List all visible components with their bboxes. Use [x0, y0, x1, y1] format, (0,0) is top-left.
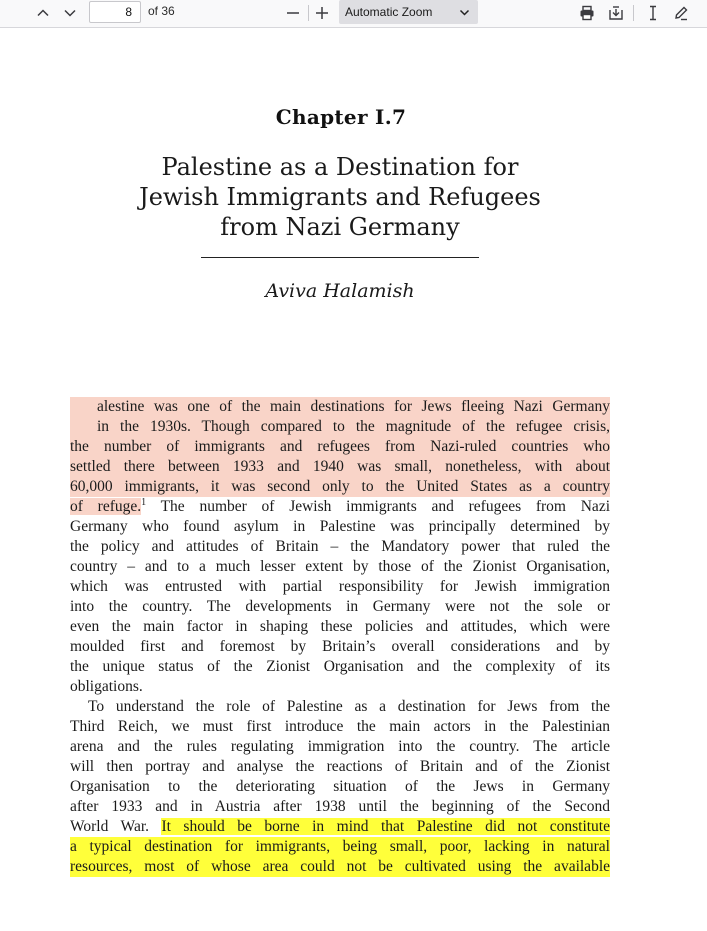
text-line: Organisation to the deteriorating situation of the Jews in Germany: [70, 778, 610, 795]
toolbar-separator: [308, 5, 309, 21]
title-line: from Nazi Germany: [220, 213, 460, 241]
text-line: settled there between 1933 and 1940 was small, nonetheless, with about: [70, 458, 610, 475]
title-line: Jewish Immigrants and Refugees: [139, 183, 541, 211]
author-name: Aviva Halamish: [265, 280, 415, 302]
text-line: arena and the rules regulating immigration into the country. The article: [70, 738, 610, 755]
body-text: [70, 397, 610, 877]
highlighted-text: It should be borne in mind that Palestine did not constitute: [161, 818, 610, 835]
text-cursor-icon: [645, 5, 661, 21]
draw-tool-button[interactable]: [670, 2, 692, 24]
text-line: after 1933 and in Austria after 1938 until the beginning of the Second: [70, 798, 610, 815]
toolbar-separator: [633, 5, 634, 21]
chevron-down-icon: [63, 6, 77, 20]
text-line: in the 1930s. Though compared to the magnitude of the refugee crisis,: [70, 417, 610, 437]
text-line: resources, most of whose area could not be cultivated using the available: [70, 858, 610, 875]
minus-icon: [286, 6, 300, 20]
pencil-icon: [673, 5, 689, 21]
print-button[interactable]: [576, 2, 598, 24]
text-line: will then portray and analyse the reactions of Britain and of the Zionist: [70, 758, 610, 775]
text-line: the unique status of the Zionist Organisation and the complexity of its: [70, 658, 610, 675]
next-page-button[interactable]: [59, 2, 81, 24]
text-line: even the main factor in shaping these policies and attitudes, which were: [70, 618, 610, 635]
text-line: the number of immigrants and refugees from Nazi-ruled countries who: [70, 438, 610, 455]
text-line: into the country. The developments in Germany were not the sole or: [70, 598, 610, 615]
chapter-title: [0, 152, 680, 242]
text-line: Third Reich, we must first introduce the main actors in the Palestinian: [70, 718, 610, 735]
pdf-toolbar: [0, 0, 707, 28]
text-line: obligations.: [70, 678, 143, 695]
text-tool-button[interactable]: [642, 2, 664, 24]
text-line: of refuge.$^1$ The number of Jewish immigrants and refugees from Nazi: [70, 497, 610, 515]
chevron-down-icon: [459, 7, 470, 18]
text-line: Germany who found asylum in Palestine was principally determined by: [70, 518, 610, 535]
title-line: Palestine as a Destination for: [161, 153, 519, 181]
zoom-select[interactable]: [339, 0, 478, 24]
print-icon: [579, 5, 595, 21]
page-count-label: of 36: [148, 4, 175, 18]
page-number-input[interactable]: 8: [89, 1, 141, 23]
previous-page-button[interactable]: [32, 2, 54, 24]
text-line: which was entrusted with partial responsibility for Jewish immigration: [70, 578, 610, 595]
footnote-marker[interactable]: 1: [141, 497, 147, 508]
zoom-out-button[interactable]: [283, 2, 303, 24]
download-button[interactable]: [605, 2, 627, 24]
paragraph-2: [70, 697, 610, 877]
paragraph-1: [70, 397, 610, 697]
chevron-up-icon: [36, 6, 50, 20]
text-line: moulded first and foremost by Britain’s overall considerations and by: [70, 638, 610, 655]
chapter-heading: Chapter I.7: [275, 105, 407, 129]
pdf-page: [0, 29, 707, 931]
text-line: country – and to a much lesser extent by those of the Zionist Organisation,: [70, 558, 610, 575]
text-line: 60,000 immigrants, it was second only to the United States as a country: [70, 478, 610, 495]
text-line: the policy and attitudes of Britain – the Mandatory power that ruled the: [70, 538, 610, 555]
zoom-in-button[interactable]: [312, 2, 332, 24]
zoom-select-label: Automatic Zoom: [345, 5, 433, 19]
highlighted-text: of refuge.: [70, 498, 142, 515]
text-line: alestine was one of the main destinations for Jews fleeing Nazi Germany: [70, 397, 610, 417]
download-icon: [608, 5, 624, 21]
title-divider: [201, 257, 479, 258]
plus-icon: [315, 6, 329, 20]
text-line: To understand the role of Palestine as a destination for Jews from the: [88, 698, 610, 715]
text-line: World War. It should be borne in mind that Palestine did not constitute: [70, 818, 610, 835]
text-line: a typical destination for immigrants, being small, poor, lacking in natural: [70, 838, 610, 855]
